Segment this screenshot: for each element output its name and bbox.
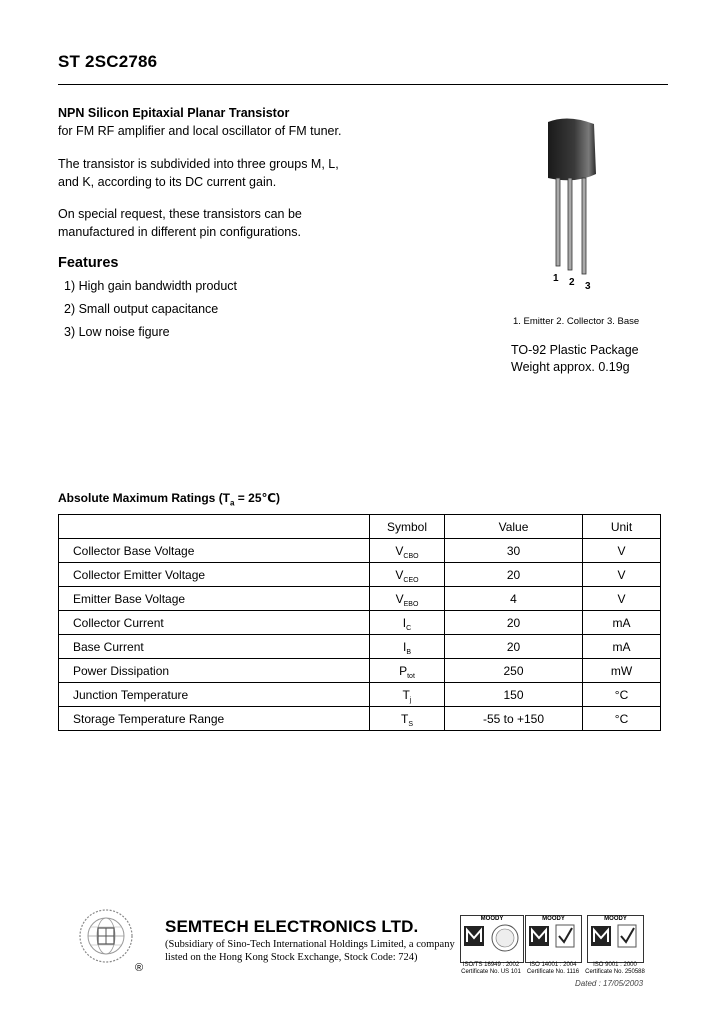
row-unit: °C (583, 683, 661, 707)
intro-para3-l2: manufactured in different pin configurations. (58, 225, 301, 239)
package-info (511, 342, 639, 376)
row-symbol: $T_S$ (370, 707, 445, 731)
package-body (548, 118, 596, 180)
table-row (59, 635, 661, 659)
table-row (59, 587, 661, 611)
pin-number-2: 2 (569, 277, 575, 288)
moody-ukas-logo (526, 922, 581, 958)
header-symbol: Symbol (370, 515, 445, 539)
pin-caption: 1. Emitter 2. Collector 3. Base (513, 316, 640, 327)
title-rule (58, 84, 668, 85)
row-unit: V (583, 539, 661, 563)
header-value: Value (445, 515, 583, 539)
badge-label: MOODY (604, 916, 627, 922)
row-unit: V (583, 587, 661, 611)
cert-standard: ISO 9001 : 2000 (593, 962, 637, 968)
cert-badge-1 (460, 915, 524, 963)
company-subline-2: listed on the Hong Kong Stock Exchange, Stock Code: 724) (165, 952, 418, 963)
row-value: 20 (445, 635, 583, 659)
cert-badge-2 (525, 915, 582, 963)
table-row (59, 659, 661, 683)
feature-item: 2) Small output capacitance (64, 302, 219, 316)
checkmark-icon (559, 928, 572, 942)
badge-label: MOODY (480, 916, 504, 922)
page-title: ST 2SC2786 (58, 52, 158, 71)
cert-text-3 (585, 962, 645, 976)
cert-badge-3 (587, 915, 644, 963)
moody-ukas-logo (588, 922, 643, 958)
table-row (59, 707, 661, 731)
pin-number-3: 3 (585, 281, 591, 292)
row-value: 250 (445, 659, 583, 683)
row-param: Collector Base Voltage (59, 539, 370, 563)
table-row (59, 611, 661, 635)
intro-para2-l1: The transistor is subdivided into three groups M, L, (58, 157, 339, 171)
intro-heading: NPN Silicon Epitaxial Planar Transistor (58, 106, 290, 120)
package-name: TO-92 Plastic Package (511, 343, 639, 357)
row-unit: °C (583, 707, 661, 731)
table-row (59, 539, 661, 563)
intro-line: for FM RF amplifier and local oscillator of FM tuner. (58, 124, 342, 138)
row-param: Base Current (59, 635, 370, 659)
row-unit: mA (583, 611, 661, 635)
table-row (59, 563, 661, 587)
row-value: -55 to +150 (445, 707, 583, 731)
table-row (59, 683, 661, 707)
features-heading: Features (58, 255, 119, 271)
registered-mark: ® (135, 962, 144, 974)
row-symbol: $P_{tot}$ (370, 659, 445, 683)
company-globe-logo (78, 908, 134, 964)
cert-text-1 (458, 962, 524, 976)
row-value: 20 (445, 611, 583, 635)
row-value: 4 (445, 587, 583, 611)
company-name: SEMTECH ELECTRONICS LTD. (165, 917, 419, 936)
row-param: Storage Temperature Range (59, 707, 370, 731)
cert-standard: ISO 14001 : 2004 (529, 962, 577, 968)
row-param: Collector Emitter Voltage (59, 563, 370, 587)
row-param: Collector Current (59, 611, 370, 635)
row-value: 150 (445, 683, 583, 707)
lead-1 (556, 178, 560, 266)
row-unit: V (583, 563, 661, 587)
cert-number: Certificate No. US 101 (461, 969, 521, 975)
cert-standard: ISO/TS 16949 : 2002 (462, 962, 520, 968)
ratings-title: Absolute Maximum Ratings ($T_a$ = 25℃) (58, 491, 281, 508)
package-weight: Weight approx. 0.19g (511, 360, 630, 374)
feature-item: 3) Low noise figure (64, 325, 170, 339)
dated-stamp: Dated : 17/05/2003 (575, 979, 644, 988)
row-value: 20 (445, 563, 583, 587)
header-unit: Unit (583, 515, 661, 539)
row-symbol: $V_{CEO}$ (370, 563, 445, 587)
cert-number: Certificate No. 1116 (526, 969, 580, 975)
row-value: 30 (445, 539, 583, 563)
table-header-row (59, 515, 661, 539)
row-symbol: $T_j$ (370, 683, 445, 707)
row-symbol: $V_{EBO}$ (370, 587, 445, 611)
intro-para3-l1: On special request, these transistors can be (58, 207, 302, 221)
row-symbol: $I_C$ (370, 611, 445, 635)
cert-text-2 (523, 962, 583, 976)
row-symbol: $I_B$ (370, 635, 445, 659)
intro-para2-l2: and K, according to its DC current gain. (58, 175, 277, 189)
lead-3 (582, 178, 586, 274)
pin-number-1: 1 (553, 273, 559, 284)
lead-2 (568, 178, 572, 270)
header-param (59, 515, 370, 539)
moody-zert-logo (461, 922, 523, 958)
to92-package-drawing (538, 112, 608, 297)
row-param: Emitter Base Voltage (59, 587, 370, 611)
row-unit: mW (583, 659, 661, 683)
row-param: Junction Temperature (59, 683, 370, 707)
row-unit: mA (583, 635, 661, 659)
badge-label: MOODY (542, 916, 565, 922)
row-param: Power Dissipation (59, 659, 370, 683)
feature-item: 1) High gain bandwidth product (64, 279, 238, 293)
ratings-table (58, 514, 661, 731)
cert-number: Certificate No. 250588 (585, 969, 645, 975)
checkmark-icon (621, 928, 634, 942)
company-subline-1: (Subsidiary of Sino-Tech International Holdings Limited, a company (165, 939, 455, 950)
row-symbol: $V_{CBO}$ (370, 539, 445, 563)
